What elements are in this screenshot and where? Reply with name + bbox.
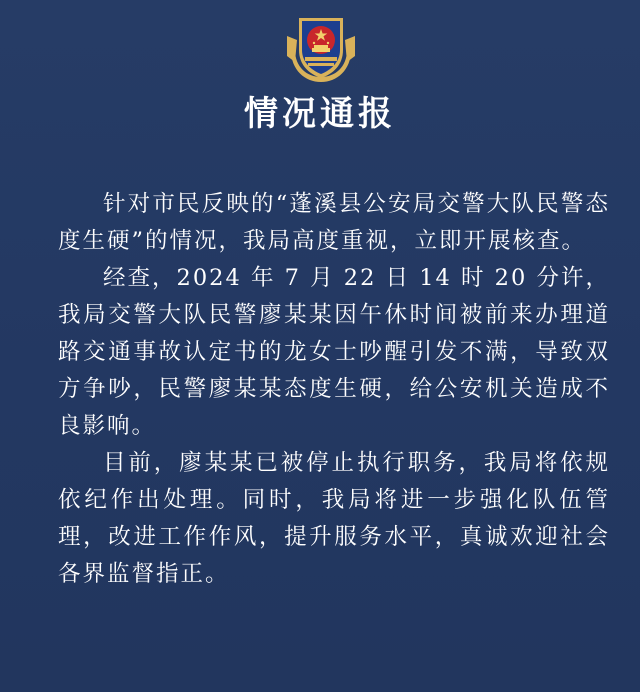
paragraph-2: 经查，2024 年 7 月 22 日 14 时 20 分许，我局交警大队民警廖某某因午休时间被前来办理道路交通事故认定书的龙女士吵醒引发不满，导致双方争吵，民警廖某某态度生硬，给公安机关造成不良影响。 [58, 265, 610, 439]
notice-body [58, 186, 610, 593]
police-emblem-icon [283, 10, 359, 86]
paragraph-1: 针对市民反映的“蓬溪县公安局交警大队民警态度生硬”的情况，我局高度重视，立即开展核查。 [58, 191, 610, 254]
notice-title: 情况通报 [244, 94, 396, 134]
paragraph-3: 目前，廖某某已被停止执行职务，我局将依规依纪作出处理。同时，我局将进一步强化队伍管理，改进工作作风，提升服务水平，真诚欢迎社会各界监督指正。 [58, 450, 610, 587]
